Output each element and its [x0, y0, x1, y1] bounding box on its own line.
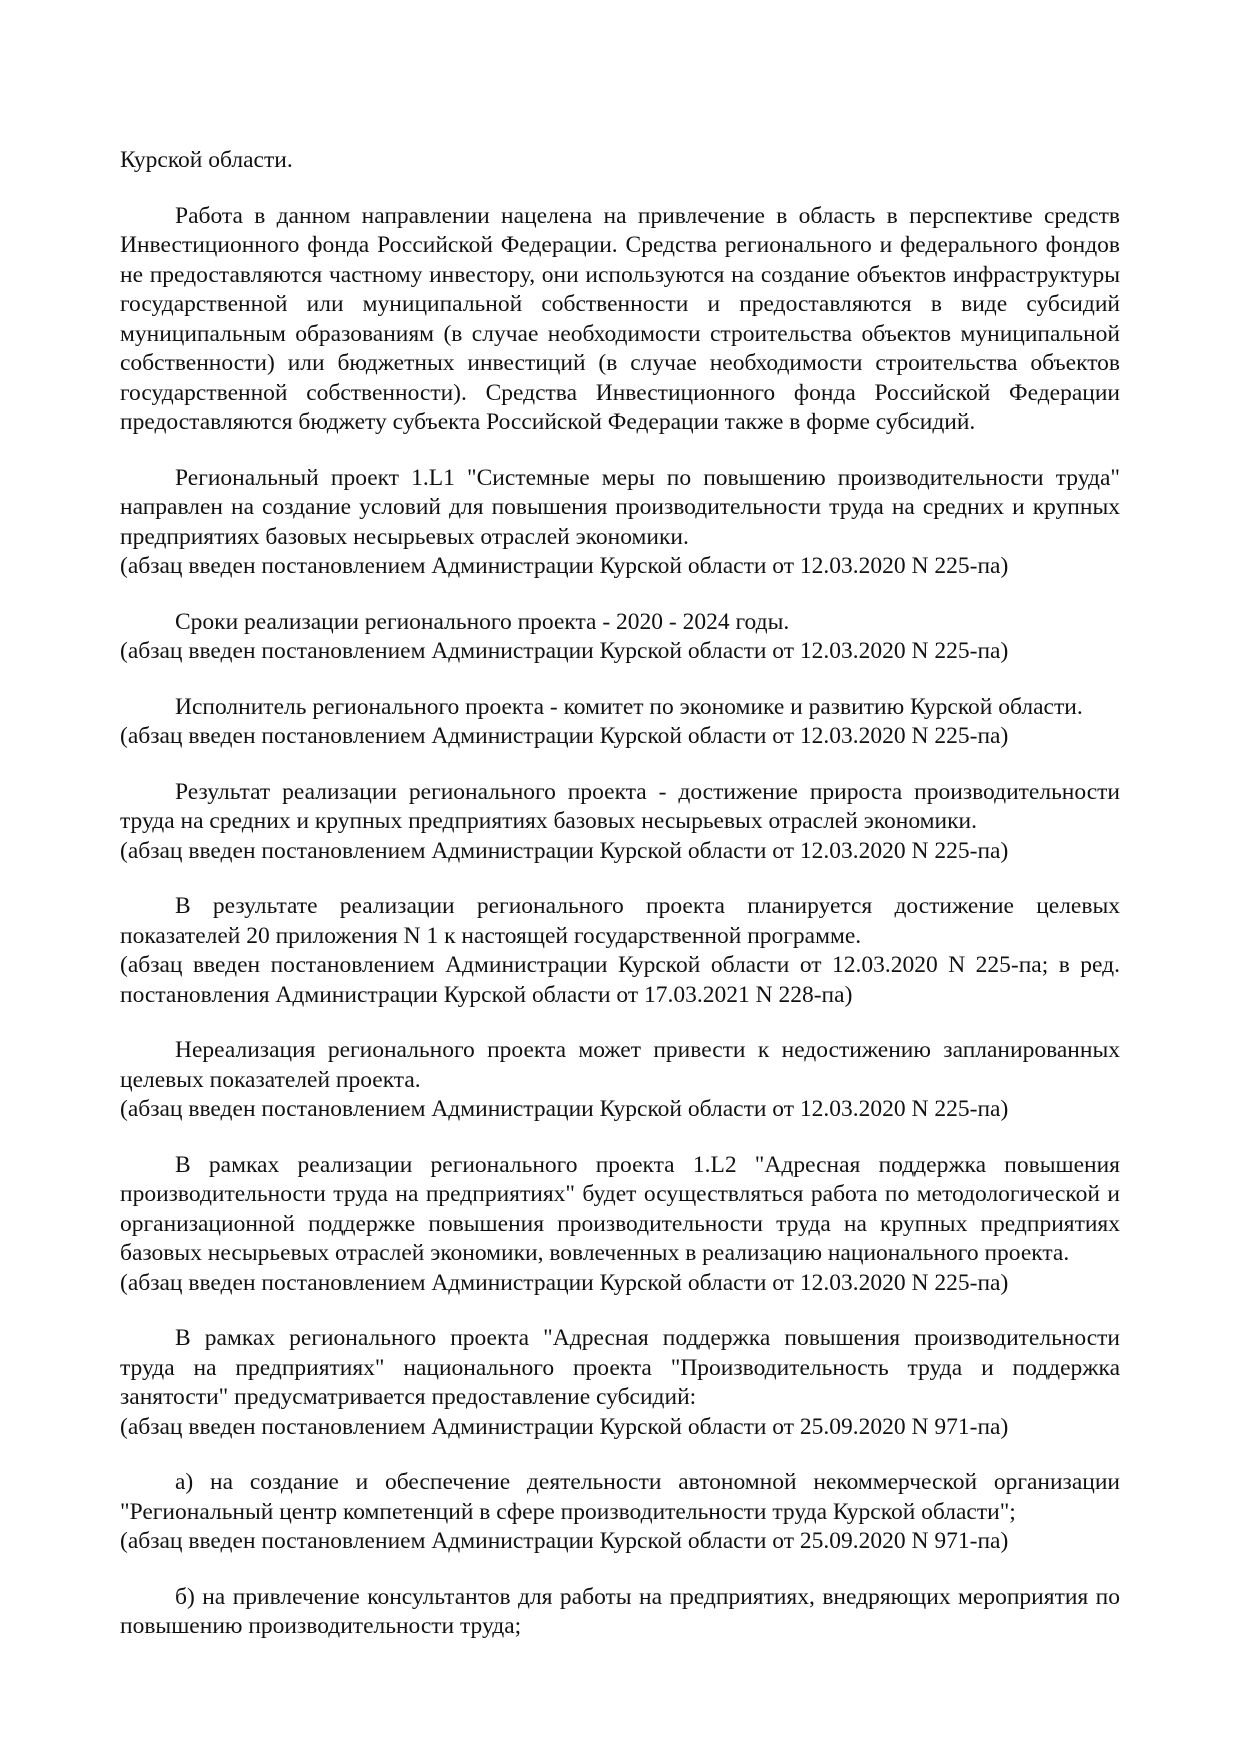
paragraph-text: Исполнитель регионального проекта - комитет по экономике и развитию Курской области. — [175, 693, 1083, 720]
amendment-note: (абзац введен постановлением Администрации Курской области от 25.09.2020 N 971-па) — [120, 1528, 1009, 1554]
paragraph-text: Нереализация регионального проекта может привести к недостижению запланированных целевых показателей проекта. — [120, 1037, 1120, 1093]
paragraph-block — [120, 608, 1120, 667]
paragraph-gap — [120, 752, 1120, 778]
paragraph-block — [120, 464, 1120, 582]
paragraph-gap — [120, 582, 1120, 608]
amendment-note: (абзац введен постановлением Администрации Курской области от 12.03.2020 N 225-па) — [120, 1096, 1009, 1122]
paragraph-block — [120, 778, 1120, 867]
amendment-note: (абзац введен постановлением Администрации Курской области от 12.03.2020 N 225-па) — [120, 723, 1009, 749]
paragraph-text: В результате реализации регионального проекта планируется достижение целевых показателей 20 приложения N 1 к настоящей государственной программе. — [120, 893, 1120, 949]
paragraph-text: В рамках регионального проекта "Адресная поддержка повышения производительности труда на предприятиях" национального проекта "Производительность труда и поддержка занятости" предусматривается предоставление субсидий: — [120, 1325, 1120, 1410]
amendment-note: (абзац введен постановлением Администрации Курской области от 12.03.2020 N 225-па) — [120, 638, 1009, 664]
paragraph-block — [120, 202, 1120, 438]
paragraph-block — [120, 892, 1120, 1010]
paragraph-text: Региональный проект 1.L1 "Системные меры по повышению производительности труда" направлен на создание условий для повышения производительности труда на средних и крупных предприятиях базовых несырьевых отраслей экономики. — [120, 464, 1120, 550]
paragraph-gap — [120, 866, 1120, 892]
paragraph-gap — [120, 1125, 1120, 1151]
paragraph-text: Курской области. — [120, 147, 293, 173]
paragraph-block — [120, 1324, 1120, 1442]
paragraph-block — [120, 693, 1120, 752]
paragraph-block — [120, 1151, 1120, 1299]
amendment-note: (абзац введен постановлением Администрации Курской области от 25.09.2020 N 971-па) — [120, 1413, 1009, 1440]
paragraph-text: Результат реализации регионального проекта - достижение прироста производительности труда на средних и крупных предприятиях базовых несырьевых отраслей экономики. — [120, 778, 1120, 834]
paragraph-gap — [120, 1442, 1120, 1468]
paragraph-text: В рамках реализации регионального проекта 1.L2 "Адресная поддержка повышения производительности труда на предприятиях" будет осуществляться работа по методологической и организационной поддержке повышения производительности труда на крупных предприятиях базовых несырьевых отраслей экономики, вовлеченных в реализацию национального проекта. — [120, 1151, 1120, 1266]
paragraph-block — [120, 146, 1120, 176]
paragraph-gap — [120, 1298, 1120, 1324]
paragraph-block — [120, 1583, 1120, 1642]
paragraph-text: а) на создание и обеспечение деятельности автономной некоммерческой организации "Региональный центр компетенций в сфере производительности труда Курской области"; — [120, 1469, 1120, 1525]
paragraph-gap — [120, 1010, 1120, 1036]
paragraph-text: Работа в данном направлении нацелена на привлечение в область в перспективе средств Инвестиционного фонда Российской Федерации. Средства регионального и федерального фондов не предоставляются частному инвестору, они используются на создание объектов инфраструктуры государственной или муниципальной собственности и предоставляются в виде субсидий муниципальным образованиям (в случае необходимости строительства объектов муниципальной собственности) или бюджетных инвестиций (в случае необходимости строительства объектов государственной собственности). Средства Инвестиционного фонда Российской Федерации предоставляются бюджету субъекта Российской Федерации также в форме субсидий. — [120, 202, 1120, 435]
document-page — [120, 146, 1120, 1642]
paragraph-gap — [120, 438, 1120, 464]
amendment-note: (абзац введен постановлением Администрации Курской области от 12.03.2020 N 225-па) — [120, 1269, 1009, 1296]
paragraph-block — [120, 1468, 1120, 1557]
paragraph-text: Сроки реализации регионального проекта - 2020 - 2024 годы. — [175, 608, 790, 635]
paragraph-gap — [120, 176, 1120, 202]
paragraph-gap — [120, 1557, 1120, 1583]
paragraph-block — [120, 1036, 1120, 1125]
amendment-note: (абзац введен постановлением Администрации Курской области от 12.03.2020 N 225-па) — [120, 553, 1009, 579]
paragraph-gap — [120, 667, 1120, 693]
amendment-note: (абзац введен постановлением Администрации Курской области от 12.03.2020 N 225-па) — [120, 837, 1009, 864]
paragraph-text: б) на привлечение консультантов для работы на предприятиях, внедряющих мероприятия по повышению производительности труда; — [120, 1583, 1120, 1639]
amendment-note: (абзац введен постановлением Администрации Курской области от 12.03.2020 N 225-па; в ред. постановления Администрации Курской области от 17.03.2021 N 228-па) — [120, 952, 1120, 1008]
